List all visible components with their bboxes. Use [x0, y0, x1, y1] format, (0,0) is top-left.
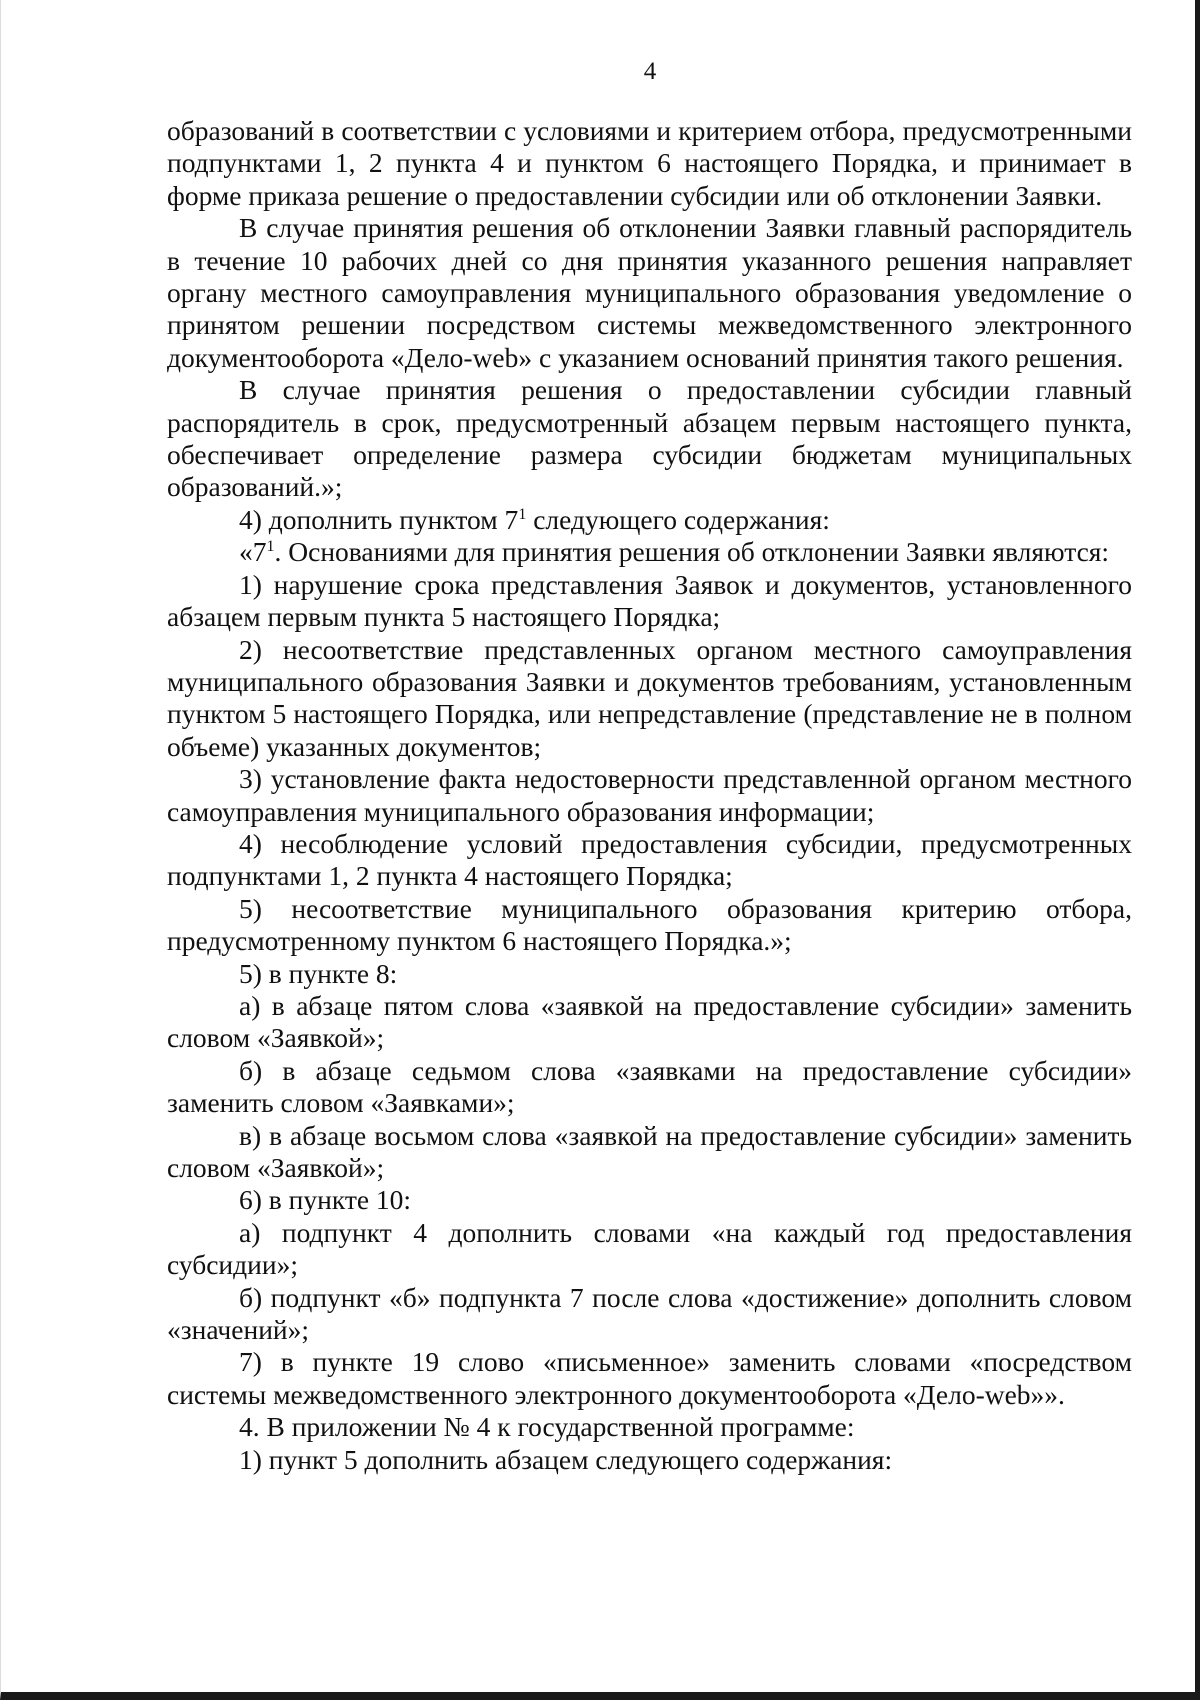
text-run: «7 — [239, 536, 267, 568]
paragraph: а) в абзаце пятом слова «заявкой на предоставление субсидии» заменить словом «Заявкой»; — [167, 989, 1132, 1054]
text-run: следующего содержания: — [526, 503, 830, 535]
paragraph: 4) несоблюдение условий предоставления субсидии, предусмотренных подпунктами 1, 2 пункта 4 настоящего Порядка; — [167, 827, 1132, 892]
document-body — [167, 115, 1132, 1476]
paragraph — [167, 504, 1132, 536]
superscript: 1 — [518, 505, 527, 523]
paragraph: 6) в пункте 10: — [239, 1184, 412, 1216]
paragraph: В случае принятия решения о предоставлении субсидии главный распорядитель в срок, предусмотренный абзацем первым настоящего пункта, обеспечивает определение размера субсидии бюджетам муниципальных образований.»; — [167, 374, 1132, 503]
paragraph: б) подпункт «б» подпункта 7 после слова «достижение» дополнить словом «значений»; — [167, 1281, 1132, 1346]
paragraph: 1) нарушение срока представления Заявок и документов, установленного абзацем первым пункта 5 настоящего Порядка; — [167, 568, 1132, 633]
paragraph: в) в абзаце восьмом слова «заявкой на предоставление субсидии» заменить словом «Заявкой»; — [167, 1119, 1132, 1183]
paragraph — [167, 536, 1132, 568]
paragraph: 2) несоответствие представленных органом местного самоуправления муниципального образования Заявки и документов требованиям, установленным пунктом 5 настоящего Порядка, или непредставление (представление не в полном объеме) указанных документов; — [167, 633, 1132, 762]
paragraph: а) подпункт 4 дополнить словами «на каждый год предоставления субсидии»; — [167, 1216, 1132, 1281]
paragraph: 7) в пункте 19 слово «письменное» заменить словами «посредством системы межведомственного электронного документооборота «Дело-web»». — [167, 1346, 1132, 1410]
paragraph: 5) несоответствие муниципального образования критерию отбора, предусмотренному пунктом 6 настоящего Порядка.»; — [167, 892, 1132, 957]
paragraph: 1) пункт 5 дополнить абзацем следующего содержания: — [239, 1443, 893, 1475]
paragraph-continuation: образований в соответствии с условиями и критерием отбора, предусмотренными подпунктами 1, 2 пункта 4 и пунктом 6 настоящего Порядка, и принимает в форме приказа решение о предоставлении субсидии или об отклонении Заявки. — [167, 115, 1132, 211]
paragraph: б) в абзаце седьмом слова «заявками на предоставление субсидии» заменить словом «Заявками»; — [167, 1054, 1132, 1119]
paragraph: 5) в пункте 8: — [239, 957, 398, 989]
superscript: 1 — [266, 538, 275, 556]
page-number: 4 — [643, 58, 657, 85]
paragraph: 4. В приложении № 4 к государственной программе: — [239, 1411, 855, 1443]
text-run: 4) дополнить пунктом 7 — [239, 503, 519, 535]
text-run: . Основаниями для принятия решения об отклонении Заявки являются: — [274, 536, 1110, 568]
paragraph: 3) установление факта недостоверности представленной органом местного самоуправления муниципального образования информации; — [167, 763, 1132, 827]
paragraph: В случае принятия решения об отклонении Заявки главный распорядитель в течение 10 рабочих дней со дня принятия указанного решения направляет органу местного самоуправления муниципального образования уведомление о принятом решении посредством системы межведомственного электронного документооборота «Дело-web» с указанием оснований принятия такого решения. — [167, 212, 1132, 373]
